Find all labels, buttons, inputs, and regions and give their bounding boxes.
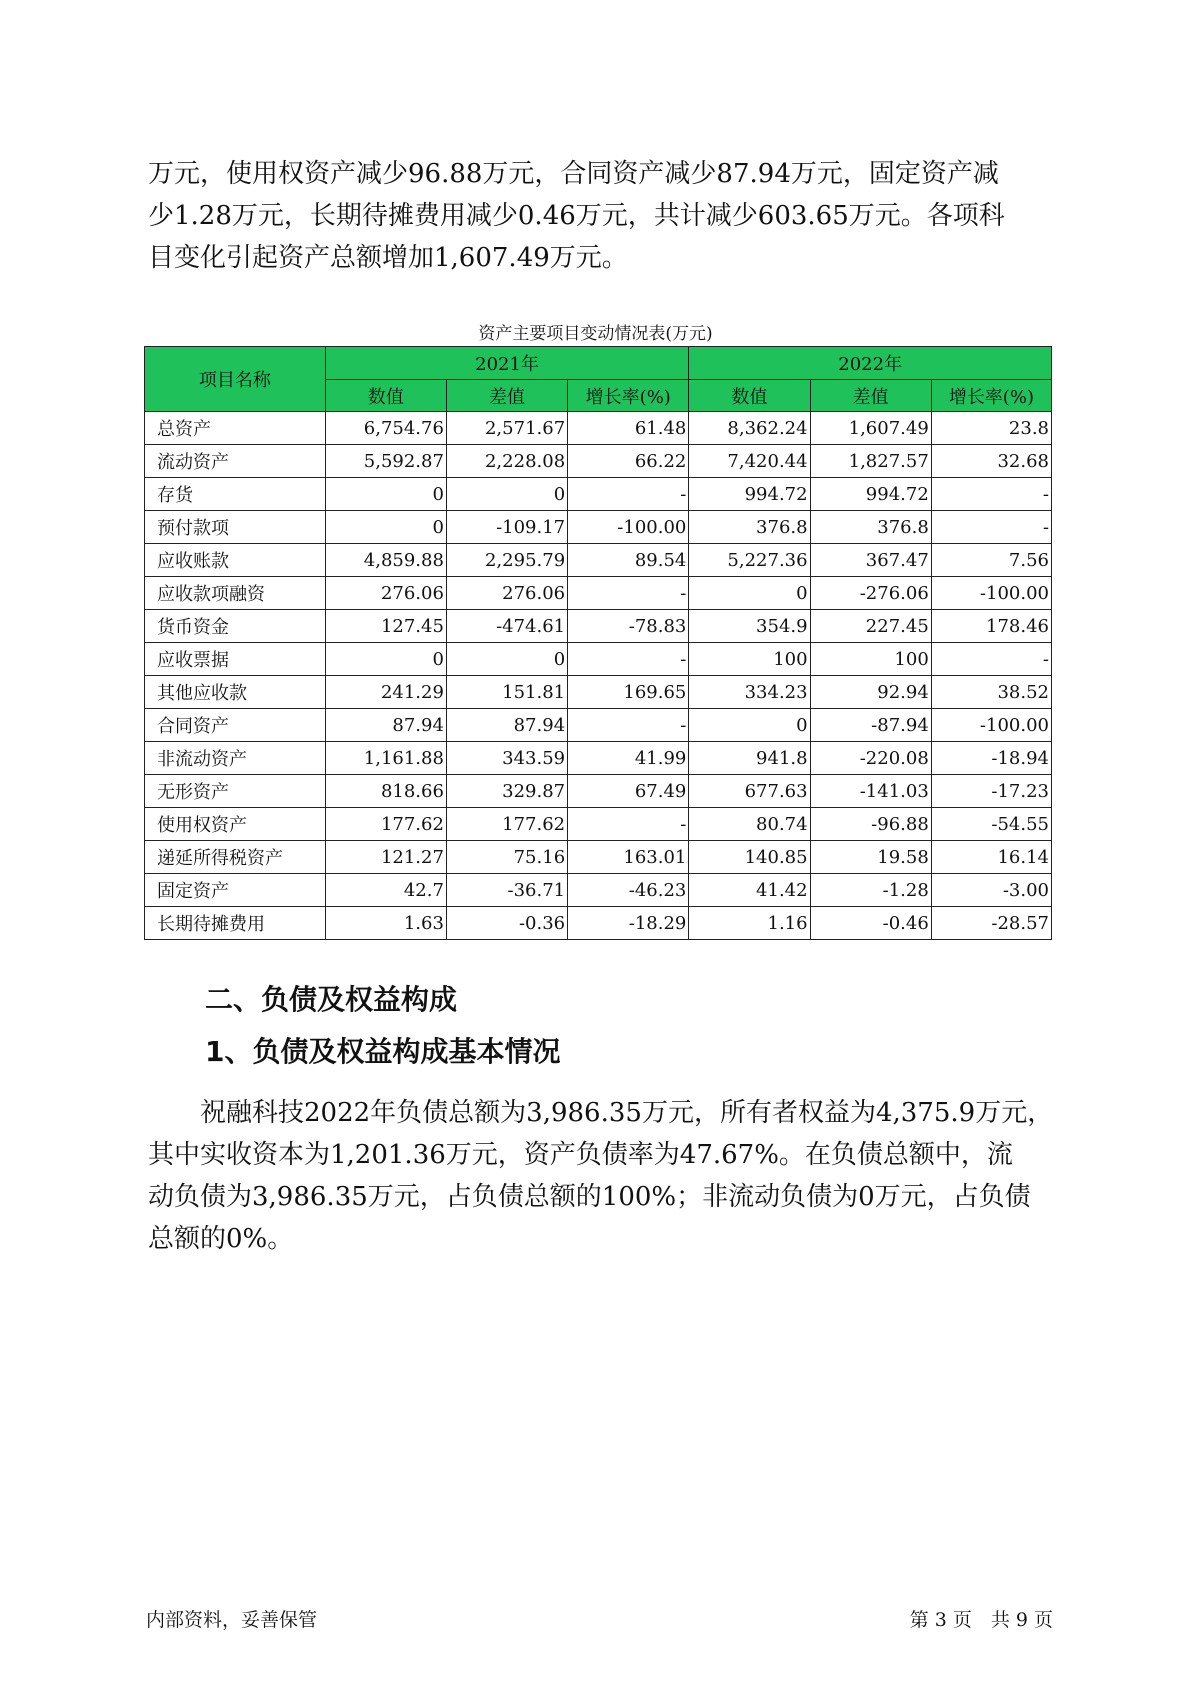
value-cell: 994.72 <box>689 478 810 511</box>
value-cell: -46.23 <box>568 874 689 907</box>
value-cell: 1.16 <box>689 907 810 940</box>
header-value: 数值 <box>325 380 446 412</box>
value-cell: 100 <box>689 643 810 676</box>
value-cell: 169.65 <box>568 676 689 709</box>
value-cell: -78.83 <box>568 610 689 643</box>
value-cell: 7.56 <box>931 544 1051 577</box>
table-row <box>145 841 1052 874</box>
value-cell: 2,571.67 <box>446 412 567 445</box>
row-label-cell: 使用权资产 <box>145 808 326 841</box>
value-cell: - <box>931 478 1051 511</box>
value-cell: 0 <box>446 643 567 676</box>
asset-changes-table <box>144 346 1052 940</box>
row-label-cell: 预付款项 <box>145 511 326 544</box>
row-label-cell: 存货 <box>145 478 326 511</box>
value-cell: 177.62 <box>325 808 446 841</box>
value-cell: 5,227.36 <box>689 544 810 577</box>
value-cell: 127.45 <box>325 610 446 643</box>
table-row <box>145 676 1052 709</box>
value-cell: 178.46 <box>931 610 1051 643</box>
value-cell: -276.06 <box>810 577 931 610</box>
header-value: 数值 <box>689 380 810 412</box>
row-label-cell: 应收票据 <box>145 643 326 676</box>
paragraph-line: 总额的0%。 <box>148 1224 294 1254</box>
table-row <box>145 742 1052 775</box>
header-growth-rate: 增长率(%) <box>568 380 689 412</box>
value-cell: 87.94 <box>446 709 567 742</box>
value-cell: -28.57 <box>931 907 1051 940</box>
value-cell: - <box>568 643 689 676</box>
table-caption: 资产主要项目变动情况表(万元) <box>478 324 713 344</box>
value-cell: -100.00 <box>931 709 1051 742</box>
paragraph-line: 目变化引起资产总额增加1,607.49万元。 <box>148 243 628 273</box>
value-cell: 227.45 <box>810 610 931 643</box>
value-cell: 23.8 <box>931 412 1051 445</box>
value-cell: 100 <box>810 643 931 676</box>
value-cell: -100.00 <box>568 511 689 544</box>
value-cell: 354.9 <box>689 610 810 643</box>
value-cell: -54.55 <box>931 808 1051 841</box>
table-row <box>145 610 1052 643</box>
row-label-cell: 货币资金 <box>145 610 326 643</box>
header-item-name: 项目名称 <box>145 347 326 412</box>
value-cell: 367.47 <box>810 544 931 577</box>
value-cell: -0.36 <box>446 907 567 940</box>
paragraph-line: 祝融科技2022年负债总额为3,986.35万元，所有者权益为4,375.9万元， <box>148 1098 1054 1128</box>
table-row <box>145 907 1052 940</box>
value-cell: -18.94 <box>931 742 1051 775</box>
value-cell: -36.71 <box>446 874 567 907</box>
value-cell: 66.22 <box>568 445 689 478</box>
table-body <box>145 412 1052 940</box>
value-cell: 0 <box>325 643 446 676</box>
value-cell: 994.72 <box>810 478 931 511</box>
value-cell: - <box>931 511 1051 544</box>
value-cell: 1,607.49 <box>810 412 931 445</box>
paragraph-asset-changes <box>148 153 1048 279</box>
value-cell: 329.87 <box>446 775 567 808</box>
value-cell: -17.23 <box>931 775 1051 808</box>
value-cell: 7,420.44 <box>689 445 810 478</box>
value-cell: 818.66 <box>325 775 446 808</box>
table-row <box>145 874 1052 907</box>
row-label-cell: 流动资产 <box>145 445 326 478</box>
value-cell: 8,362.24 <box>689 412 810 445</box>
paragraph-line: 动负债为3,986.35万元，占负债总额的100%；非流动负债为0万元，占负债 <box>148 1182 1031 1212</box>
value-cell: 87.94 <box>325 709 446 742</box>
header-difference: 差值 <box>446 380 567 412</box>
value-cell: 41.99 <box>568 742 689 775</box>
value-cell: - <box>568 478 689 511</box>
value-cell: 19.58 <box>810 841 931 874</box>
value-cell: -141.03 <box>810 775 931 808</box>
header-growth-rate: 增长率(%) <box>931 380 1051 412</box>
value-cell: 41.42 <box>689 874 810 907</box>
value-cell: 1.63 <box>325 907 446 940</box>
row-label-cell: 固定资产 <box>145 874 326 907</box>
row-label-cell: 长期待摊费用 <box>145 907 326 940</box>
value-cell: -3.00 <box>931 874 1051 907</box>
row-label-cell: 非流动资产 <box>145 742 326 775</box>
value-cell: -109.17 <box>446 511 567 544</box>
header-year-2021: 2021年 <box>325 347 689 380</box>
row-label-cell: 其他应收款 <box>145 676 326 709</box>
value-cell: 1,827.57 <box>810 445 931 478</box>
value-cell: 92.94 <box>810 676 931 709</box>
value-cell: 67.49 <box>568 775 689 808</box>
value-cell: 2,295.79 <box>446 544 567 577</box>
value-cell: 6,754.76 <box>325 412 446 445</box>
table-row <box>145 511 1052 544</box>
value-cell: 4,859.88 <box>325 544 446 577</box>
sub-heading: 1、负债及权益构成基本情况 <box>205 1035 561 1068</box>
value-cell: 1,161.88 <box>325 742 446 775</box>
value-cell: 276.06 <box>325 577 446 610</box>
value-cell: 376.8 <box>689 511 810 544</box>
value-cell: -96.88 <box>810 808 931 841</box>
table-row <box>145 445 1052 478</box>
paragraph-line: 少1.28万元，长期待摊费用减少0.46万元，共计减少603.65万元。各项科 <box>148 201 1005 231</box>
value-cell: 140.85 <box>689 841 810 874</box>
value-cell: 151.81 <box>446 676 567 709</box>
section-heading: 二、负债及权益构成 <box>205 983 458 1016</box>
value-cell: - <box>931 643 1051 676</box>
value-cell: 16.14 <box>931 841 1051 874</box>
value-cell: -474.61 <box>446 610 567 643</box>
table-row <box>145 709 1052 742</box>
paragraph-line: 其中实收资本为1,201.36万元，资产负债率为47.67%。在负债总额中，流 <box>148 1140 1013 1170</box>
value-cell: 0 <box>325 478 446 511</box>
table-row <box>145 808 1052 841</box>
value-cell: 32.68 <box>931 445 1051 478</box>
table-row <box>145 775 1052 808</box>
table-row <box>145 643 1052 676</box>
value-cell: 0 <box>446 478 567 511</box>
table-row <box>145 478 1052 511</box>
row-label-cell: 应收账款 <box>145 544 326 577</box>
value-cell: 241.29 <box>325 676 446 709</box>
value-cell: 2,228.08 <box>446 445 567 478</box>
table-row <box>145 412 1052 445</box>
value-cell: 677.63 <box>689 775 810 808</box>
value-cell: -87.94 <box>810 709 931 742</box>
header-difference: 差值 <box>810 380 931 412</box>
paragraph-liabilities <box>148 1092 1054 1260</box>
value-cell: 0 <box>689 709 810 742</box>
paragraph-line: 万元，使用权资产减少96.88万元，合同资产减少87.94万元，固定资产减 <box>148 159 999 189</box>
value-cell: 163.01 <box>568 841 689 874</box>
value-cell: 121.27 <box>325 841 446 874</box>
row-label-cell: 递延所得税资产 <box>145 841 326 874</box>
value-cell: 343.59 <box>446 742 567 775</box>
value-cell: -220.08 <box>810 742 931 775</box>
value-cell: 75.16 <box>446 841 567 874</box>
value-cell: 89.54 <box>568 544 689 577</box>
value-cell: 0 <box>325 511 446 544</box>
value-cell: - <box>568 808 689 841</box>
value-cell: - <box>568 577 689 610</box>
value-cell: - <box>568 709 689 742</box>
value-cell: -18.29 <box>568 907 689 940</box>
footer-page-number: 第 3 页 共 9 页 <box>909 1609 1053 1631</box>
value-cell: 0 <box>689 577 810 610</box>
value-cell: -0.46 <box>810 907 931 940</box>
row-label-cell: 应收款项融资 <box>145 577 326 610</box>
row-label-cell: 总资产 <box>145 412 326 445</box>
value-cell: 5,592.87 <box>325 445 446 478</box>
value-cell: 376.8 <box>810 511 931 544</box>
value-cell: 38.52 <box>931 676 1051 709</box>
value-cell: 276.06 <box>446 577 567 610</box>
table-row <box>145 544 1052 577</box>
footer-confidential-note: 内部资料，妥善保管 <box>146 1609 318 1631</box>
value-cell: 61.48 <box>568 412 689 445</box>
row-label-cell: 无形资产 <box>145 775 326 808</box>
value-cell: 80.74 <box>689 808 810 841</box>
value-cell: -100.00 <box>931 577 1051 610</box>
row-label-cell: 合同资产 <box>145 709 326 742</box>
value-cell: 42.7 <box>325 874 446 907</box>
table-row <box>145 577 1052 610</box>
header-year-2022: 2022年 <box>689 347 1052 380</box>
value-cell: 941.8 <box>689 742 810 775</box>
value-cell: 177.62 <box>446 808 567 841</box>
value-cell: 334.23 <box>689 676 810 709</box>
value-cell: -1.28 <box>810 874 931 907</box>
